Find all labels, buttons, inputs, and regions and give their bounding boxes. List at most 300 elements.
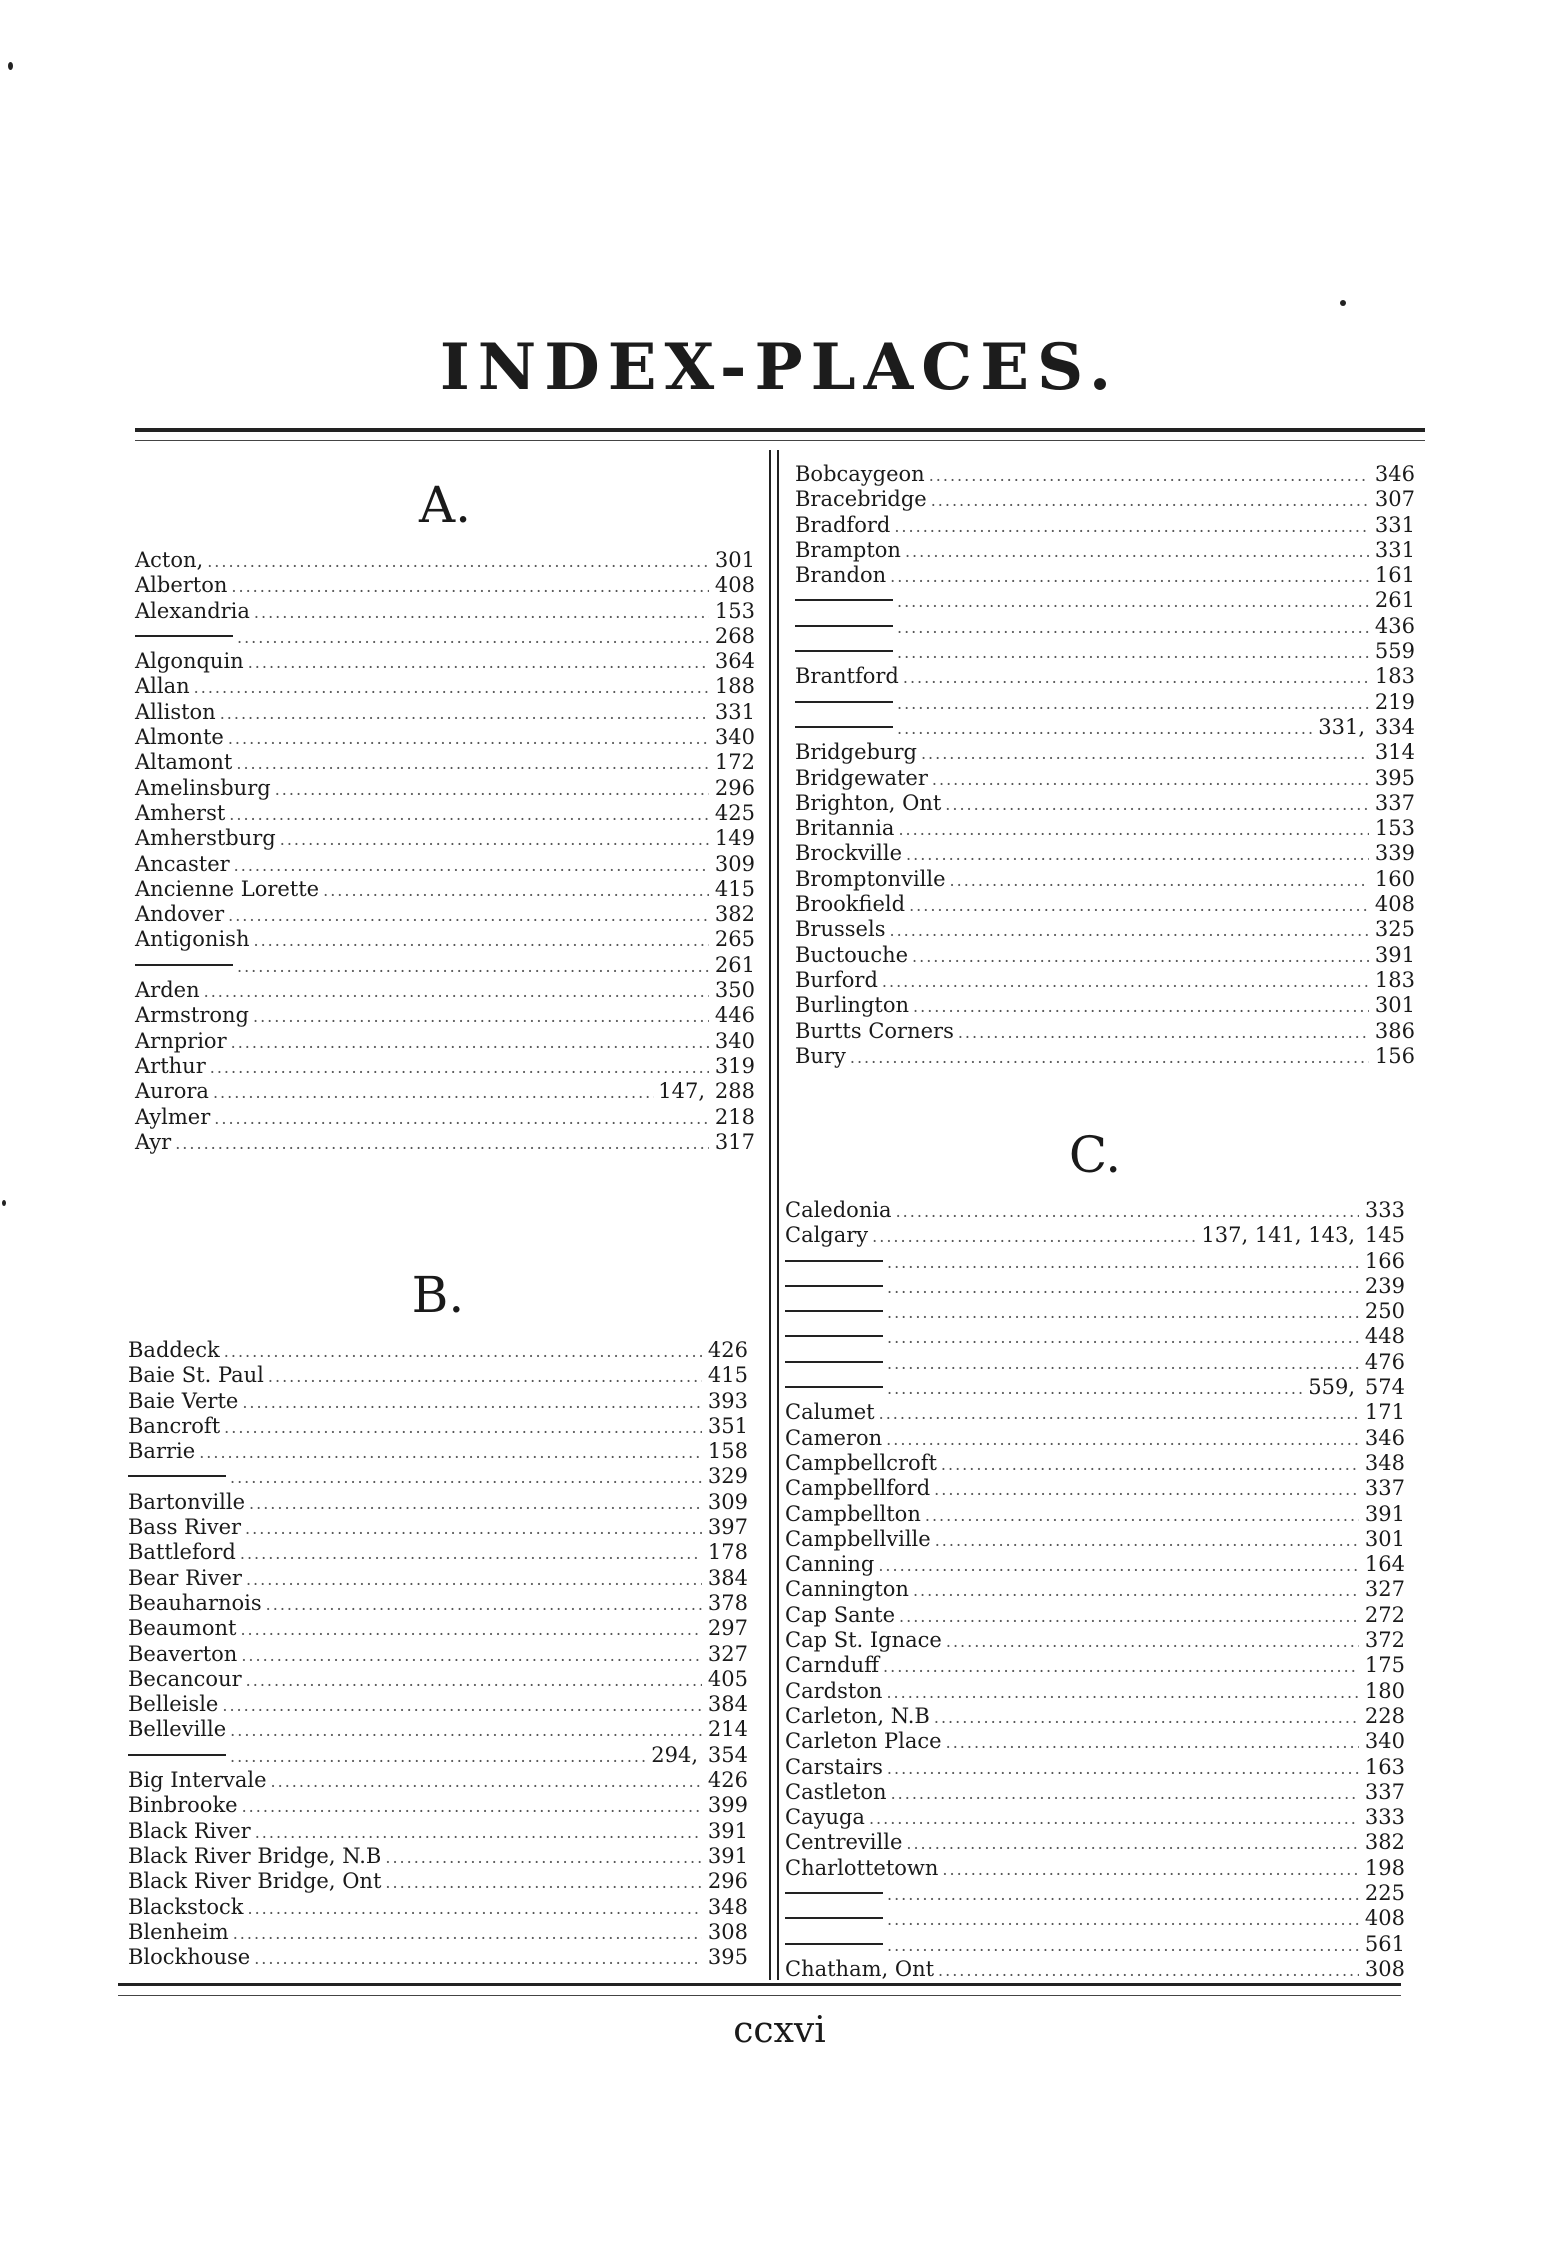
page-ref: 395: [1374, 765, 1415, 790]
leader-dots: [899, 1604, 1359, 1629]
index-entry: [135, 624, 755, 649]
continuation-dash: [135, 635, 233, 637]
page-ref: 331: [1374, 512, 1415, 537]
leader-dots: [220, 701, 709, 726]
leader-dots: [905, 539, 1369, 564]
page-ref: 384: [707, 1565, 748, 1590]
leader-dots: [897, 615, 1369, 640]
title-rule-thin: [135, 440, 1425, 441]
continuation-dash: [785, 1917, 883, 1919]
index-entry: [785, 1527, 1405, 1552]
leader-dots: [385, 1845, 702, 1870]
leader-dots: [241, 1643, 702, 1668]
place-name: Brampton: [795, 537, 901, 562]
leader-dots: [906, 1831, 1359, 1856]
page-ref: 331: [1374, 537, 1415, 562]
index-entry: [135, 649, 755, 674]
place-name: Algonquin: [135, 649, 244, 674]
place-name: Amherstburg: [135, 826, 276, 851]
index-entry: [785, 1451, 1405, 1476]
index-entry: [128, 1642, 748, 1667]
index-entry: [795, 867, 1415, 892]
index-entry: [135, 978, 755, 1003]
page-ref: 351: [707, 1413, 748, 1438]
leader-dots: [887, 1376, 1304, 1401]
place-name: Campbellton: [785, 1501, 921, 1526]
page-ref: 408: [1364, 1906, 1405, 1931]
place-name: Canning: [785, 1552, 875, 1577]
continuation-dash: [795, 599, 893, 601]
place-name: Cannington: [785, 1577, 909, 1602]
place-name: Armstrong: [135, 1003, 249, 1028]
leader-dots: [248, 650, 709, 675]
leader-dots: [946, 1629, 1359, 1654]
place-name: Aylmer: [135, 1104, 211, 1129]
page-ref: 145: [1364, 1223, 1405, 1248]
continuation-dash: [785, 1361, 883, 1363]
place-name: Carnduff: [785, 1653, 880, 1678]
continuation-dash: [795, 650, 893, 652]
place-name: Blenheim: [128, 1919, 229, 1944]
page-ref: 180: [1364, 1678, 1405, 1703]
place-name: Centreville: [785, 1830, 903, 1855]
place-name: Black River: [128, 1818, 251, 1843]
page-ref: 559: [1374, 639, 1415, 664]
index-entry: [128, 1844, 748, 1869]
leader-dots: [883, 1654, 1359, 1679]
index-entry: [135, 674, 755, 699]
index-entry: [785, 1324, 1405, 1349]
page-ref: 348: [707, 1894, 748, 1919]
page-ref: 225: [1364, 1881, 1405, 1906]
page-ref: 574: [1364, 1375, 1405, 1400]
index-entry: [795, 993, 1415, 1018]
section-c: [785, 1120, 1405, 1982]
section-b-right: [795, 462, 1415, 1069]
index-entry: [785, 1881, 1405, 1906]
page-ref: 309: [707, 1489, 748, 1514]
place-name: Charlottetown: [785, 1855, 939, 1880]
leader-dots: [246, 1567, 702, 1592]
continuation-dash: [785, 1892, 883, 1894]
page-ref: 183: [1374, 664, 1415, 689]
place-name: Chatham, Ont: [785, 1956, 935, 1981]
index-entry: [795, 766, 1415, 791]
place-name: Big Intervale: [128, 1768, 267, 1793]
page-ref: 337: [1374, 790, 1415, 815]
section-letter-b: B.: [411, 1266, 465, 1324]
entry-list: [795, 462, 1415, 1069]
page-ref: 214: [707, 1717, 748, 1742]
leader-dots: [253, 928, 709, 953]
leader-dots: [958, 1020, 1369, 1045]
continuation-dash: [128, 1754, 226, 1756]
leader-dots: [237, 954, 709, 979]
leader-dots: [248, 1896, 703, 1921]
page-ref: 288: [714, 1079, 755, 1104]
page-ref: 333: [1364, 1805, 1405, 1830]
continuation-dash: [128, 1475, 226, 1477]
leader-dots: [233, 1921, 702, 1946]
leader-dots: [214, 1106, 709, 1131]
page-ref: 325: [1374, 917, 1415, 942]
page-ref: 239: [1364, 1273, 1405, 1298]
index-entry: [795, 487, 1415, 512]
leader-dots: [231, 1030, 709, 1055]
index-entry: [135, 725, 755, 750]
index-entry: [795, 513, 1415, 538]
place-name: Belleville: [128, 1717, 227, 1742]
place-name: Arden: [135, 978, 200, 1003]
continuation-dash: [795, 726, 893, 728]
index-entry: [795, 943, 1415, 968]
place-name: Campbellville: [785, 1526, 931, 1551]
index-entry: [128, 1920, 748, 1945]
leader-dots: [230, 1718, 702, 1743]
leader-dots: [246, 1668, 702, 1693]
index-entry: [785, 1704, 1405, 1729]
continuation-dash: [785, 1335, 883, 1337]
leader-dots: [925, 1503, 1359, 1528]
page-ref: 397: [707, 1515, 748, 1540]
leader-dots: [921, 741, 1369, 766]
entry-list: [785, 1198, 1405, 1982]
page-ref: 426: [707, 1768, 748, 1793]
index-entry: [128, 1515, 748, 1540]
index-entry: [128, 1464, 748, 1489]
leader-dots: [271, 1769, 702, 1794]
entry-list: [135, 548, 755, 1155]
leader-dots: [887, 1907, 1359, 1932]
page-ref: 337: [1364, 1779, 1405, 1804]
index-entry: [785, 1502, 1405, 1527]
index-entry: [128, 1566, 748, 1591]
index-entry: [795, 892, 1415, 917]
page-ref: 436: [1374, 613, 1415, 638]
page-ref: 250: [1364, 1299, 1405, 1324]
page-ref: 393: [707, 1388, 748, 1413]
index-entry: [785, 1830, 1405, 1855]
extra-page-refs: 137, 141, 143,: [1201, 1223, 1355, 1248]
page-ref: 340: [714, 1028, 755, 1053]
page-ref: 448: [1364, 1324, 1405, 1349]
page-ref: 161: [1374, 563, 1415, 588]
leader-dots: [240, 1617, 702, 1642]
page-ref: 296: [714, 775, 755, 800]
place-name: Amelinsburg: [135, 775, 271, 800]
leader-dots: [887, 1933, 1359, 1958]
index-entry: [785, 1957, 1405, 1982]
index-entry: [785, 1906, 1405, 1931]
index-entry: [135, 826, 755, 851]
leader-dots: [194, 675, 709, 700]
leader-dots: [941, 1452, 1359, 1477]
index-entry: [128, 1540, 748, 1565]
index-entry: [795, 841, 1415, 866]
index-entry: [795, 715, 1415, 740]
index-entry: [785, 1805, 1405, 1830]
page-ref: 382: [714, 902, 755, 927]
place-name: Amherst: [135, 800, 226, 825]
leader-dots: [253, 1004, 709, 1029]
leader-dots: [222, 1693, 702, 1718]
index-entry: [135, 953, 755, 978]
index-entry: [128, 1363, 748, 1388]
place-name: Campbellford: [785, 1476, 931, 1501]
place-name: Battleford: [128, 1540, 236, 1565]
page-ref: 561: [1364, 1931, 1405, 1956]
continuation-dash: [135, 964, 233, 966]
page-ref: 164: [1364, 1552, 1405, 1577]
leader-dots: [934, 1477, 1359, 1502]
page-title: INDEX-PLACES.: [439, 330, 1120, 405]
page-ref: 301: [1374, 993, 1415, 1018]
leader-dots: [213, 1080, 654, 1105]
page-ref: 415: [707, 1363, 748, 1388]
index-entry: [785, 1729, 1405, 1754]
index-entry: [135, 877, 755, 902]
place-name: Brighton, Ont: [795, 790, 942, 815]
place-name: Barrie: [128, 1439, 196, 1464]
place-name: Belleisle: [128, 1692, 219, 1717]
index-entry: [128, 1819, 748, 1844]
leader-dots: [231, 574, 709, 599]
place-name: Alexandria: [135, 598, 250, 623]
index-entry: [795, 740, 1415, 765]
extra-page-refs: 147,: [658, 1079, 705, 1104]
page-ref: 329: [707, 1464, 748, 1489]
index-entry: [128, 1439, 748, 1464]
place-name: Alberton: [135, 573, 228, 598]
leader-dots: [869, 1806, 1359, 1831]
page-ref: 163: [1364, 1754, 1405, 1779]
leader-dots: [224, 1339, 702, 1364]
index-entry: [135, 1054, 755, 1079]
leader-dots: [946, 1730, 1359, 1755]
page-ref: 314: [1374, 740, 1415, 765]
index-entry: [128, 1338, 748, 1363]
page-ref: 337: [1364, 1476, 1405, 1501]
index-entry: [135, 1029, 755, 1054]
place-name: Baie Verte: [128, 1388, 239, 1413]
place-name: Bromptonville: [795, 866, 946, 891]
continuation-dash: [785, 1285, 883, 1287]
leader-dots: [906, 842, 1369, 867]
index-entry: [135, 1130, 755, 1155]
scan-speck: [1340, 300, 1346, 306]
page-ref: 160: [1374, 866, 1415, 891]
page-ref: 408: [714, 573, 755, 598]
place-name: Brantford: [795, 664, 899, 689]
place-name: Bridgeburg: [795, 740, 917, 765]
leader-dots: [228, 903, 709, 928]
index-entry: [785, 1653, 1405, 1678]
place-name: Baie St. Paul: [128, 1363, 264, 1388]
page-ref: 339: [1374, 841, 1415, 866]
place-name: Ancaster: [135, 851, 230, 876]
index-entry: [135, 801, 755, 826]
place-name: Beaumont: [128, 1616, 237, 1641]
leader-dots: [897, 716, 1314, 741]
place-name: Black River Bridge, N.B: [128, 1843, 382, 1868]
index-entry: [795, 639, 1415, 664]
leader-dots: [224, 1415, 702, 1440]
index-entry: [785, 1274, 1405, 1299]
page-ref: 415: [714, 876, 755, 901]
index-entry: [785, 1755, 1405, 1780]
page-ref: 153: [1374, 816, 1415, 841]
page-ref: 391: [1364, 1501, 1405, 1526]
leader-dots: [887, 1351, 1359, 1376]
page-ref: 364: [714, 649, 755, 674]
index-entry: [128, 1389, 748, 1414]
continuation-dash: [785, 1943, 883, 1945]
page-ref: 261: [1374, 588, 1415, 613]
place-name: Binbrooke: [128, 1793, 238, 1818]
leader-dots: [887, 1300, 1359, 1325]
leader-dots: [175, 1131, 709, 1156]
index-entry: [128, 1692, 748, 1717]
index-entry: [795, 664, 1415, 689]
index-entry: [135, 927, 755, 952]
page-ref: 175: [1364, 1653, 1405, 1678]
extra-page-refs: 559,: [1308, 1375, 1355, 1400]
page-ref: 219: [1374, 689, 1415, 714]
index-entry: [135, 750, 755, 775]
place-name: Carleton Place: [785, 1729, 942, 1754]
page-ref: 340: [1364, 1729, 1405, 1754]
index-entry: [128, 1895, 748, 1920]
leader-dots: [280, 827, 709, 852]
page-ref: 446: [714, 1003, 755, 1028]
page-ref: 172: [714, 750, 755, 775]
page-ref: 408: [1374, 892, 1415, 917]
entry-list: [128, 1338, 748, 1970]
index-entry: [785, 1198, 1405, 1223]
place-name: Bury: [795, 1043, 846, 1068]
place-name: Buctouche: [795, 942, 909, 967]
index-entry: [128, 1616, 748, 1641]
page-ref: 272: [1364, 1602, 1405, 1627]
leader-dots: [887, 1250, 1359, 1275]
index-entry: [135, 548, 755, 573]
index-entry: [785, 1400, 1405, 1425]
place-name: Aurora: [135, 1079, 209, 1104]
place-name: Burlington: [795, 993, 910, 1018]
place-name: Arnprior: [135, 1028, 227, 1053]
place-name: Antigonish: [135, 927, 250, 952]
index-entry: [785, 1552, 1405, 1577]
index-entry: [135, 1105, 755, 1130]
place-name: Ayr: [135, 1129, 172, 1154]
place-name: Beauharnois: [128, 1590, 262, 1615]
index-entry: [785, 1679, 1405, 1704]
leader-dots: [249, 1491, 702, 1516]
page-ref: 301: [1364, 1526, 1405, 1551]
page-ref: 308: [1364, 1956, 1405, 1981]
place-name: Burford: [795, 967, 878, 992]
page-ref: 171: [1364, 1400, 1405, 1425]
leader-dots: [945, 792, 1369, 817]
section-letter-a: A.: [418, 476, 471, 534]
column-divider: [769, 450, 779, 1980]
page-ref: 166: [1364, 1248, 1405, 1273]
page-ref: 309: [714, 851, 755, 876]
leader-dots: [266, 1592, 702, 1617]
index-entry: [785, 1932, 1405, 1957]
place-name: Bear River: [128, 1565, 242, 1590]
place-name: Campbellcroft: [785, 1450, 937, 1475]
index-entry: [135, 902, 755, 927]
leader-dots: [207, 549, 709, 574]
index-entry: [128, 1414, 748, 1439]
leader-dots: [254, 600, 709, 625]
footer-rule: [118, 1983, 1401, 1986]
page-ref: 183: [1374, 967, 1415, 992]
leader-dots: [254, 1946, 702, 1971]
leader-dots: [897, 589, 1369, 614]
place-name: Bradford: [795, 512, 891, 537]
place-name: Beaverton: [128, 1641, 238, 1666]
leader-dots: [275, 777, 709, 802]
leader-dots: [935, 1528, 1359, 1553]
index-entry: [128, 1717, 748, 1742]
leader-dots: [878, 1553, 1359, 1578]
page-ref: 384: [707, 1692, 748, 1717]
leader-dots: [898, 817, 1369, 842]
continuation-dash: [795, 625, 893, 627]
index-entry: [795, 462, 1415, 487]
place-name: Cap Sante: [785, 1602, 896, 1627]
index-entry: [795, 816, 1415, 841]
index-entry: [128, 1591, 748, 1616]
leader-dots: [903, 665, 1369, 690]
place-name: Arthur: [135, 1053, 206, 1078]
leader-dots: [942, 1857, 1359, 1882]
index-entry: [128, 1869, 748, 1894]
place-name: Bancroft: [128, 1413, 221, 1438]
page-ref: 198: [1364, 1855, 1405, 1880]
page-ref: 391: [707, 1843, 748, 1868]
leader-dots: [237, 625, 709, 650]
page-ref: 218: [714, 1104, 755, 1129]
leader-dots: [268, 1364, 702, 1389]
leader-dots: [931, 488, 1369, 513]
leader-dots: [887, 1325, 1359, 1350]
page-ref: 327: [707, 1641, 748, 1666]
leader-dots: [889, 918, 1369, 943]
continuation-dash: [785, 1386, 883, 1388]
place-name: Blockhouse: [128, 1945, 251, 1970]
index-entry: [128, 1945, 748, 1970]
continuation-dash: [795, 701, 893, 703]
index-entry: [135, 700, 755, 725]
title-rule: [135, 428, 1425, 432]
leader-dots: [199, 1440, 702, 1465]
index-entry: [135, 776, 755, 801]
place-name: Brussels: [795, 917, 886, 942]
place-name: Brockville: [795, 841, 903, 866]
index-entry: [795, 588, 1415, 613]
scan-speck: [8, 62, 13, 70]
index-entry: [795, 614, 1415, 639]
page-ref: 317: [714, 1129, 755, 1154]
page-ref: 265: [714, 927, 755, 952]
leader-dots: [385, 1870, 702, 1895]
page-ref: 327: [1364, 1577, 1405, 1602]
leader-dots: [913, 994, 1369, 1019]
index-entry: [785, 1577, 1405, 1602]
